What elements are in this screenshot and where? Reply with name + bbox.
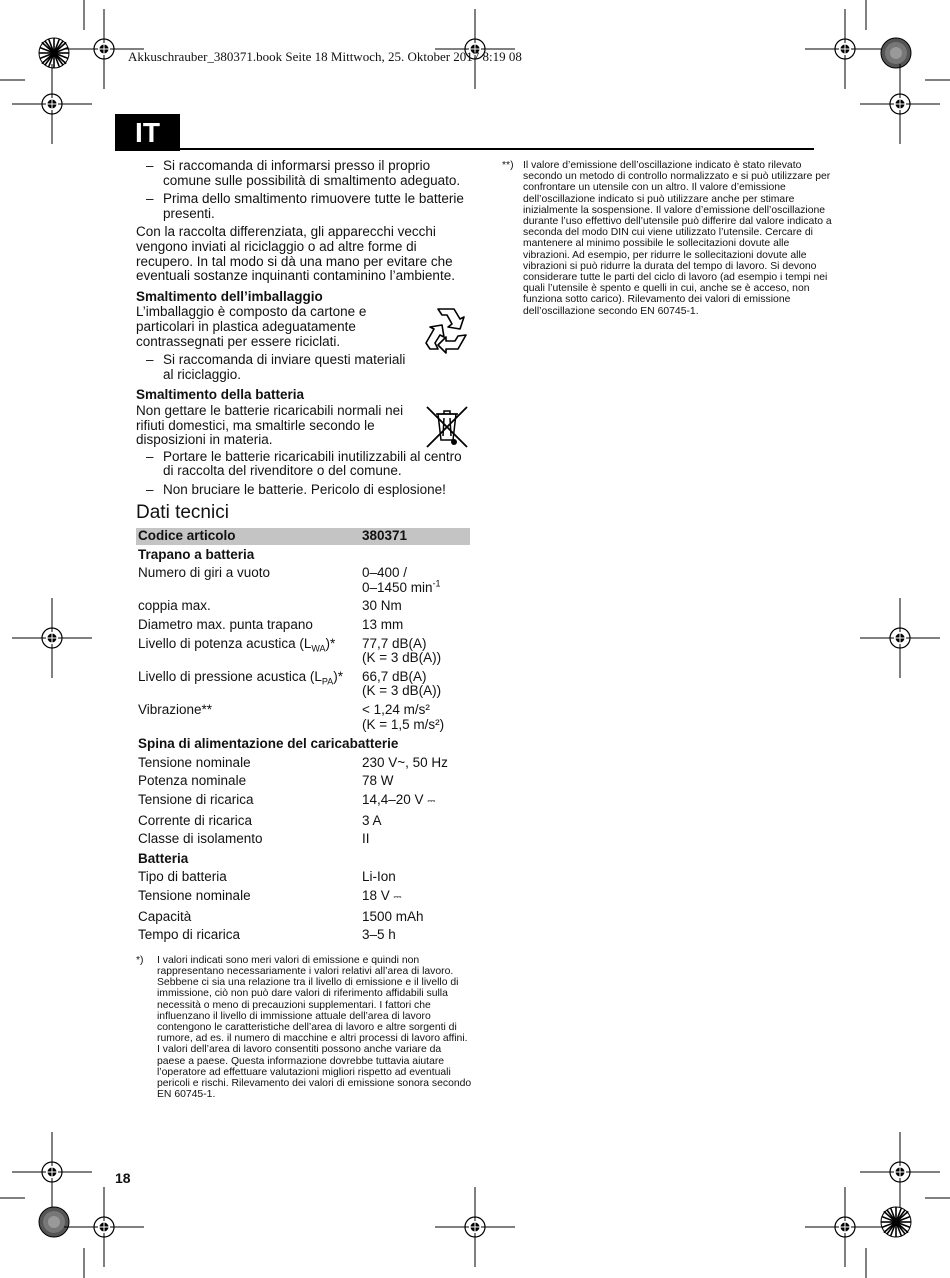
tech-data-title: Dati tecnici [136,502,229,524]
dash-bullet: – [146,158,154,173]
table-row: Corrente di ricarica 3 A [138,812,382,828]
dc-symbol-icon: ⎓ [393,891,402,903]
list-item: – Portare le batterie ricaricabili inutilizzabili al centro di raccolta del rivenditore o del comune. [146,448,462,479]
left-column [136,159,472,1100]
recycle-icon [420,305,472,357]
table-row: Livello di potenza acustica $(L_{WA})*$ 77,7 dB(A) (K = 3 dB(A)) [138,635,442,666]
table-header-row: Codice articolo 380371 [136,528,470,545]
table-row: Diametro max. punta trapano 13 mm [138,617,404,633]
list-item: – Si raccomanda di informarsi presso il proprio comune sulle possibilità di smaltimento adeguato. [146,158,461,188]
table-row: Capacità 1500 mAh [138,908,424,924]
table-row: Tempo di ricarica 3–5 h [138,927,396,943]
list-item: – Prima dello smaltimento rimuovere tutte le batterie presenti. [146,191,464,221]
table-group-row: Trapano a batteria [138,546,255,562]
table-row: coppia max. 30 Nm [138,598,402,614]
table-row: Tensione nominale 18 V ⎓ [138,887,402,903]
list-item: – Non bruciare le batterie. Pericolo di esplosione! [146,481,446,497]
footnote-noise: *) I valori indicati sono meri valori di emissione e quindi non rappresentano necessariamente i valori relativi all’area di lavoro. Sebbene ci sia una relazione tra il livello di emissione e il livello di immissione, ciò non può dare valori di riferimento affidabili sulla necessità o meno di precauzioni supplementari. I fattori che influenzano il livello di immissione attuale dell’area di lavoro contengono le caratteristiche dell’area di lavoro e altre sorgenti di rumore, ad es. il numero di macchine e altri processi di lavoro affini. I valori dell’area di lavoro consentiti possono anche variare da paese a paese. Questa informazione dovrebbe tuttavia aiutare l’operatore ad effettuare valutazioni migliori rispetto ad eventuali pericoli e rischi. Rilevamento dei valori di emissione sonora secondo EN 60745-1. [136,954,472,1101]
page-number: 18 [115,1170,131,1186]
book-header: Akkuschrauber_380371.book Seite 18 Mittwoch, 25. Oktober 2017 8:19 08 [128,49,522,64]
dash-bullet: – [146,481,154,497]
battery-text: Non gettare le batterie ricaricabili normali nei rifiuti domestici, ma smaltirle secondo le disposizioni in materia. [136,402,404,448]
table-row: Livello di pressione acustica $(L_{PA})*$ 66,7 dB(A) (K = 3 dB(A)) [138,668,442,699]
table-row: Tensione nominale 230 V~, 50 Hz [138,754,448,770]
packaging-text: L’imballaggio è composto da cartone e particolari in plastica adeguatamente contrassegnati per essere riciclati. [136,304,367,349]
crossed-out-bin-icon [424,404,470,450]
dash-bullet: – [146,448,154,464]
tech-data-table [136,528,470,945]
table-group-row: Spina di alimentazione del caricabatterie [138,736,399,752]
table-row: Vibrazione** < 1,24 m/s² (K = 1,5 m/s²) [138,702,445,732]
table-row: Classe di isolamento II [138,831,370,847]
packaging-block [136,305,472,382]
footnote-vibration: Il valore d’emissione dell’oscillazione indicato è stato rilevato secondo un metodo di controllo normalizzato e si può utilizzare per confrontare un utensile con un altro. Il valore d’emissione dell’oscillazione indicato si può utilizzare anche per stimare inizialmente la sospensione. Il valore d’emissione dell’oscillazione durante l’uso effettivo dell’utensile può differire dal valore indicato a seconda del modo DIN cui viene utilizzato l’utensile. Cercare di mantenere al minimo possibile le sollecitazioni dovute alle vibrazioni. Ad esempio, per ridurre le sollecitazioni dovute alle vibrazioni si può ridurre la durata del tempo di lavoro. Si devono considerare tutte le parti del ciclo di lavoro (ad esempio i tempi nei quali l’utensile è spento e quelli in cui, anche se è acceso, non funziona sotto carico). Rilevamento dei valori di emissione dell’oscillazione secondo EN 60745-1. [523,160,832,317]
list-item: – Si raccomanda di inviare questi materiali al riciclaggio. [146,352,406,382]
table-row: Tensione di ricarica 14,4–20 V ⎓ [138,791,436,807]
dc-symbol-icon: ⎓ [427,795,436,807]
battery-block [136,404,472,448]
dash-bullet: – [146,352,154,368]
right-column [502,160,836,317]
table-row: Numero di giri a vuoto 0–400 / 0–1450 $\min^{-1}$ [138,565,441,595]
footnote-mark: *) [136,954,144,966]
table-row: Potenza nominale 78 W [138,773,394,789]
battery-heading: Smaltimento della batteria [136,387,305,403]
language-tab: IT [115,114,180,151]
table-group-row: Batteria [138,850,189,866]
collection-paragraph: Con la raccolta differenziata, gli apparecchi vecchi vengono inviati al riciclaggio o ad altre forme di recupero. In tal modo si dà una mano per evitare che eventuali sostanze inquinanti contaminino l’ambiente. [136,224,455,284]
packaging-heading: Smaltimento dell’imballaggio [136,288,323,304]
header-rule [180,148,814,150]
dash-bullet: – [146,191,154,207]
footnote-mark: **) [502,160,514,171]
table-row: Tipo di batteria Li-Ion [138,869,396,885]
